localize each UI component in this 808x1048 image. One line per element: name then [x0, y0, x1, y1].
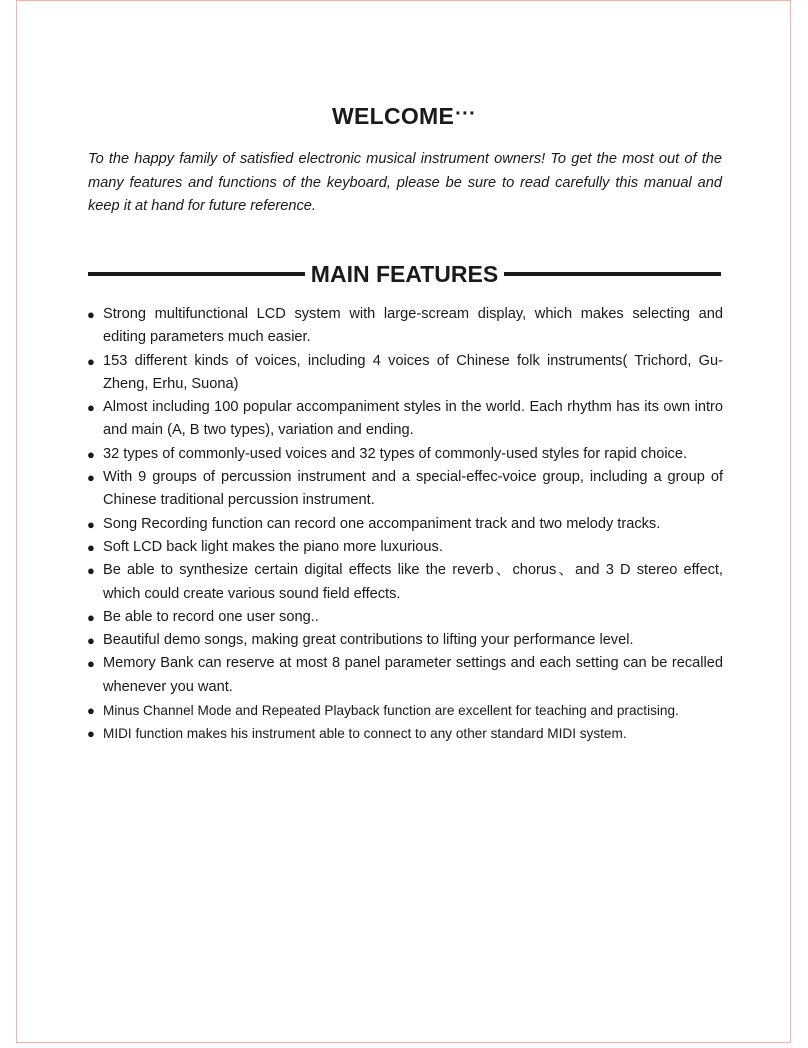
feature-text: Be able to synthesize certain digital effects like the reverb、chorus、and 3 D stereo effect, which could create various sound field effects.: [103, 562, 723, 602]
feature-item: [87, 699, 723, 722]
feature-item: [87, 513, 723, 536]
bullet-icon: ●: [87, 703, 95, 719]
feature-text: Beautiful demo songs, making great contributions to lifting your performance level.: [103, 632, 634, 649]
feature-text: 153 different kinds of voices, including 4 voices of Chinese folk instruments( Trichord, Gu-Zheng, Erhu, Suona): [103, 352, 723, 392]
bullet-icon: ●: [87, 353, 95, 369]
feature-item: [87, 606, 723, 629]
feature-item: [87, 536, 723, 559]
bullet-icon: ●: [87, 400, 95, 416]
feature-item: [87, 559, 723, 606]
feature-text: Be able to record one user song..: [103, 608, 319, 625]
bullet-icon: ●: [87, 656, 95, 672]
bullet-icon: ●: [87, 609, 95, 625]
bullet-icon: ●: [87, 563, 95, 579]
feature-item: [87, 722, 723, 745]
header-rule-right: [504, 272, 721, 276]
feature-text: Minus Channel Mode and Repeated Playback function are excellent for teaching and practising.: [103, 703, 679, 719]
main-features-title: MAIN FEATURES: [310, 260, 499, 287]
bullet-icon: ●: [87, 516, 95, 532]
feature-text: Strong multifunctional LCD system with large-scream display, which makes selecting and editing parameters much easier.: [103, 306, 723, 346]
welcome-title-dots: ···: [455, 103, 477, 125]
feature-text: Almost including 100 popular accompaniment styles in the world. Each rhythm has its own intro and main (A, B two types), variation and ending.: [103, 399, 723, 439]
welcome-heading: [0, 103, 808, 130]
feature-text: With 9 groups of percussion instrument and a special-effec-voice group, including a group of Chinese traditional percussion instrument.: [103, 469, 723, 509]
bullet-icon: ●: [87, 539, 95, 555]
bullet-icon: ●: [87, 307, 95, 322]
bullet-icon: ●: [87, 633, 95, 649]
feature-text: Soft LCD back light makes the piano more luxurious.: [103, 538, 443, 555]
feature-text: Memory Bank can reserve at most 8 panel parameter settings and each setting can be recalled whenever you want.: [103, 655, 723, 695]
feature-item: [87, 629, 723, 652]
feature-text: Song Recording function can record one accompaniment track and two melody tracks.: [103, 515, 661, 532]
feature-text: MIDI function makes his instrument able to connect to any other standard MIDI system.: [103, 726, 627, 742]
feature-item: [87, 396, 723, 443]
main-features-header: [88, 258, 721, 290]
feature-item: [87, 350, 723, 397]
feature-text: 32 types of commonly-used voices and 32 types of commonly-used styles for rapid choice.: [103, 445, 688, 462]
features-list: [87, 303, 723, 746]
feature-item: [87, 466, 723, 513]
bullet-icon: ●: [87, 446, 95, 462]
feature-item: [87, 652, 723, 699]
bullet-icon: ●: [87, 470, 95, 486]
welcome-intro-paragraph: To the happy family of satisfied electronic musical instrument owners! To get the most out of the many features and functions of the keyboard, please be sure to read carefully this manual and keep it at hand for future reference.: [88, 151, 722, 214]
welcome-title-text: WELCOME: [331, 103, 455, 129]
feature-item: [87, 303, 723, 350]
bullet-icon: ●: [87, 726, 95, 742]
header-rule-left: [88, 272, 305, 276]
feature-item: [87, 443, 723, 466]
